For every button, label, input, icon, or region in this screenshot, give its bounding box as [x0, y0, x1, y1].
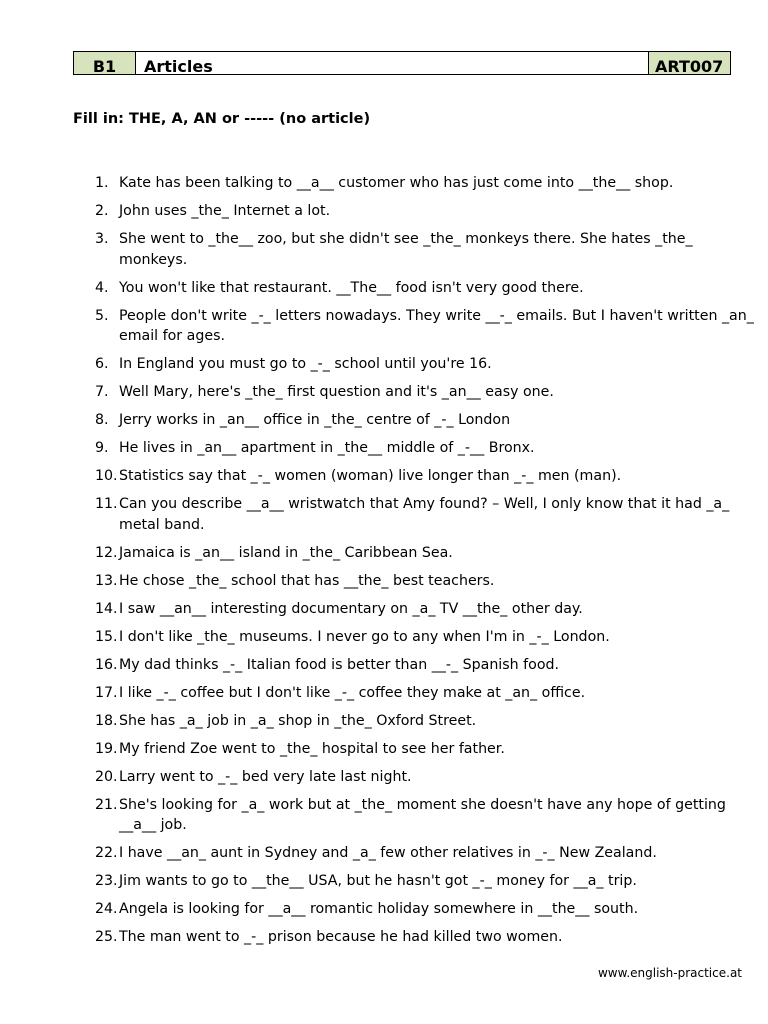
exercise-item — [95, 229, 765, 270]
exercise-item — [95, 843, 765, 864]
exercise-number: 6. — [95, 356, 109, 372]
exercise-item — [95, 655, 765, 676]
exercise-item — [95, 627, 765, 648]
exercise-list — [95, 173, 765, 955]
exercise-number: 17. — [95, 684, 118, 701]
exercise-number: 24. — [95, 901, 118, 917]
exercise-item — [95, 683, 765, 704]
exercise-sentence: I saw __an__ interesting documentary on _a_ TV __the_ other day. — [119, 600, 583, 617]
exercise-sentence: In England you must go to _-_ school until you're 16. — [119, 356, 492, 372]
exercise-sentence: Can you describe __a__ wristwatch that Amy found? – Well, I only know that it had _a_ metal band. — [119, 496, 730, 533]
exercise-sentence: Larry went to _-_ bed very late last night. — [119, 768, 412, 785]
exercise-number: 22. — [95, 845, 118, 861]
exercise-number: 13. — [95, 572, 118, 589]
exercise-number: 10. — [95, 468, 118, 484]
exercise-item — [95, 599, 765, 620]
exercise-item — [95, 899, 765, 920]
level-badge: B1 — [74, 52, 136, 74]
exercise-item — [95, 466, 765, 487]
exercise-item — [95, 543, 765, 564]
exercise-item — [95, 201, 765, 222]
exercise-sentence: I like _-_ coffee but I don't like _-_ coffee they make at _an_ office. — [119, 684, 586, 701]
exercise-number: 7. — [95, 384, 109, 400]
exercise-item — [95, 354, 765, 375]
worksheet-code: ART007 — [648, 52, 730, 74]
exercise-number: 21. — [95, 796, 118, 813]
exercise-sentence: Well Mary, here's _the_ first question and it's _an__ easy one. — [119, 384, 554, 400]
exercise-item — [95, 739, 765, 760]
exercise-item — [95, 410, 765, 431]
exercise-sentence: My dad thinks _-_ Italian food is better than __-_ Spanish food. — [119, 656, 560, 673]
footer-url: www.english-practice.at — [597, 966, 742, 980]
instruction-text: Fill in: THE, A, AN or ----- (no article) — [73, 111, 371, 127]
exercise-item — [95, 795, 765, 836]
exercise-number: 11. — [95, 496, 118, 512]
exercise-number: 4. — [95, 279, 109, 296]
exercise-number: 15. — [95, 628, 118, 645]
exercise-item — [95, 767, 765, 788]
exercise-sentence: Kate has been talking to __a__ customer who has just come into __the__ shop. — [119, 175, 674, 191]
exercise-number: 3. — [95, 231, 109, 247]
exercise-number: 23. — [95, 873, 118, 889]
exercise-sentence: He lives in _an__ apartment in _the__ middle of _-__ Bronx. — [119, 440, 535, 456]
exercise-sentence: She's looking for _a_ work but at _the_ moment she doesn't have any hope of getting __a__ job. — [119, 796, 726, 833]
worksheet-header — [73, 51, 731, 75]
exercise-item — [95, 571, 765, 592]
exercise-item — [95, 711, 765, 732]
exercise-sentence: She has _a_ job in _a_ shop in _the_ Oxford Street. — [119, 712, 477, 729]
exercise-sentence: Angela is looking for __a__ romantic holiday somewhere in __the__ south. — [119, 901, 639, 917]
exercise-item — [95, 306, 765, 347]
worksheet-title: Articles — [144, 56, 213, 76]
exercise-number: 25. — [95, 929, 118, 945]
exercise-number: 16. — [95, 656, 118, 673]
exercise-number: 12. — [95, 544, 118, 561]
exercise-number: 18. — [95, 712, 118, 729]
exercise-number: 1. — [95, 175, 109, 191]
exercise-sentence: He chose _the_ school that has __the_ best teachers. — [119, 572, 495, 589]
exercise-item — [95, 438, 765, 459]
exercise-sentence: She went to _the__ zoo, but she didn't see _the_ monkeys there. She hates _the_ monkeys. — [119, 231, 693, 268]
exercise-sentence: I don't like _the_ museums. I never go to any when I'm in _-_ London. — [119, 628, 610, 645]
exercise-sentence: Statistics say that _-_ women (woman) live longer than _-_ men (man). — [119, 468, 622, 484]
exercise-sentence: Jerry works in _an__ office in _the_ centre of _-_ London — [119, 412, 511, 428]
exercise-sentence: Jim wants to go to __the__ USA, but he hasn't got _-_ money for __a_ trip. — [119, 873, 637, 889]
exercise-sentence: The man went to _-_ prison because he had killed two women. — [119, 929, 563, 945]
exercise-item — [95, 278, 765, 299]
exercise-number: 2. — [95, 203, 109, 219]
exercise-item — [95, 871, 765, 892]
exercise-sentence: John uses _the_ Internet a lot. — [119, 203, 331, 219]
exercise-number: 5. — [95, 307, 109, 324]
exercise-sentence: Jamaica is _an__ island in _the_ Caribbean Sea. — [119, 544, 453, 561]
exercise-item — [95, 494, 765, 535]
exercise-item — [95, 382, 765, 403]
exercise-number: 14. — [95, 600, 118, 617]
exercise-number: 8. — [95, 412, 109, 428]
exercise-item — [95, 173, 765, 194]
exercise-number: 20. — [95, 768, 118, 785]
exercise-number: 19. — [95, 740, 118, 757]
exercise-item — [95, 927, 765, 948]
exercise-number: 9. — [95, 440, 109, 456]
exercise-sentence: I have __an_ aunt in Sydney and _a_ few other relatives in _-_ New Zealand. — [119, 845, 657, 861]
exercise-sentence: People don't write _-_ letters nowadays. They write __-_ emails. But I haven't written _an_ email for ages. — [119, 307, 754, 344]
exercise-sentence: My friend Zoe went to _the_ hospital to see her father. — [119, 740, 505, 757]
exercise-sentence: You won't like that restaurant. __The__ food isn't very good there. — [119, 279, 584, 296]
